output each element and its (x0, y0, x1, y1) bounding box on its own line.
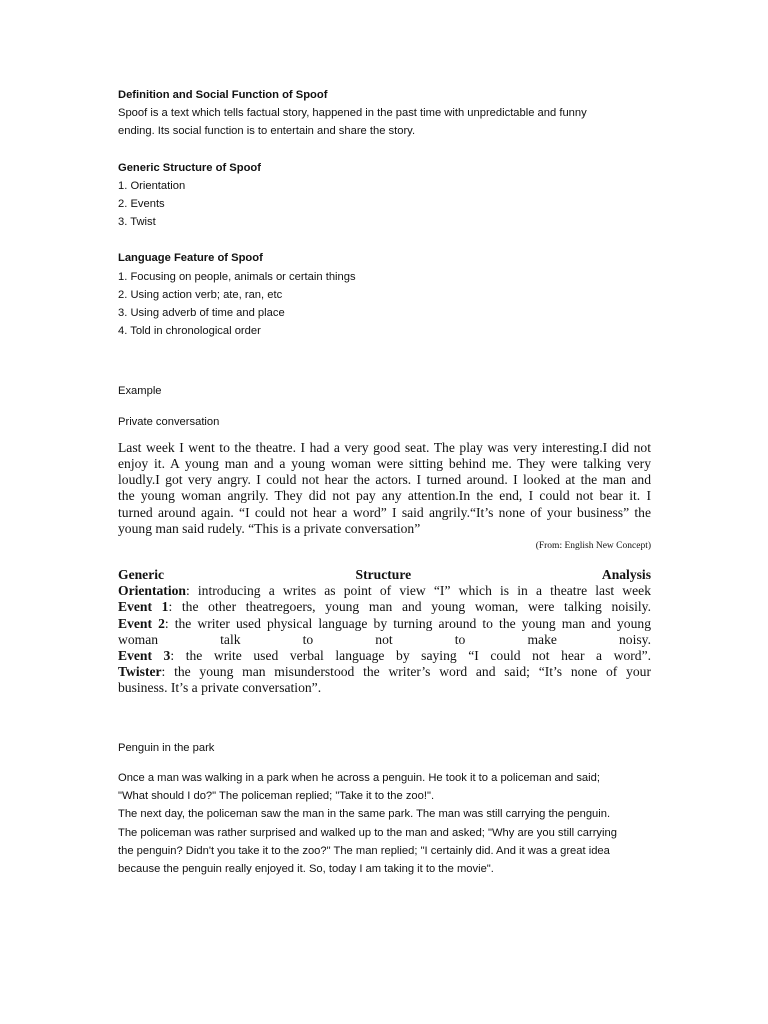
story-line: "What should I do?" The policeman replied; "Take it to the zoo!". (118, 790, 435, 803)
language-feature-heading: Language Feature of Spoof (118, 252, 263, 265)
story-source: (From: English New Concept) (535, 541, 651, 552)
analysis-orientation (118, 583, 651, 599)
story-line: because the penguin really enjoyed it. So, today I am taking it to the movie". (118, 862, 494, 875)
analysis-twister (118, 664, 651, 680)
list-item: 1. Focusing on people, animals or certain things (118, 270, 356, 283)
generic-structure-heading: Generic Structure of Spoof (118, 161, 261, 174)
story-line: Last week I went to the theatre. I had a very good seat. The play was very interesting.I did not (118, 439, 651, 455)
story-line: turned around again. “I could not hear a word” I said angrily.“It’s none of your business” the (118, 504, 651, 520)
penguin-story (118, 769, 651, 878)
example-label: Example (118, 385, 162, 398)
definition-line-1: Spoof is a text which tells factual story, happened in the past time with unpredictable and funny (118, 107, 587, 120)
language-feature-section (118, 249, 651, 340)
analysis-event-1 (118, 599, 651, 615)
list-item: 3. Twist (118, 216, 156, 229)
analysis-event-2 (118, 616, 651, 632)
story-line: the penguin? Didn't you take it to the zoo?" The man replied; "I certainly did. And it was a great idea (118, 844, 610, 857)
definition-heading: Definition and Social Function of Spoof (118, 89, 328, 101)
story-line: loudly.I got very angry. I could not hear the actors. I turned around. I looked at the man and (118, 472, 651, 488)
definition-section (118, 86, 651, 141)
example-title: Private conversation (118, 415, 220, 428)
story-line: The policeman was rather surprised and walked up to the man and asked; "Why are you still carrying (118, 826, 617, 839)
event-1-label: Event 1 (118, 599, 169, 615)
twister-text: : the young man misunderstood the writer’s word and said; “It’s none of your (161, 664, 651, 680)
event-2-text: : the writer used physical language by turning around to the young man and young (164, 615, 651, 631)
analysis-event-2-cont: woman talk to not to make noisy. (118, 631, 651, 647)
example-story (118, 440, 651, 537)
analysis-section (118, 567, 651, 697)
list-item: 1. Orientation (118, 179, 186, 192)
list-item: 3. Using adverb of time and place (118, 307, 285, 320)
definition-line-2: ending. Its social function is to entertain and share the story. (118, 125, 416, 138)
story-line: The next day, the policeman saw the man in the same park. The man was still carrying the penguin. (118, 808, 611, 821)
list-item: 2. Using action verb; ate, ran, etc (118, 288, 283, 301)
document-page (118, 86, 651, 878)
list-item: 4. Told in chronological order (118, 325, 261, 338)
analysis-twister-cont: business. It’s a private conversation”. (118, 680, 322, 696)
story-line: Once a man was walking in a park when he across a penguin. He took it to a policeman and said; (118, 771, 600, 784)
event-1-text: : the other theatregoers, young man and young woman, were talking noisily. (168, 599, 651, 615)
generic-structure-section (118, 159, 651, 232)
analysis-event-3 (118, 648, 651, 664)
twister-label: Twister (118, 664, 162, 680)
story-line: young man said rudely. “This is a private conversation” (118, 520, 421, 536)
event-3-text: : the write used verbal language by saying “I could not hear a word”. (170, 648, 652, 664)
orientation-text: : introducing a writes as point of view “I” which is in a theatre last week (185, 583, 651, 599)
story-line: enjoy it. A young man and a young woman were sitting behind me. They were talking very (118, 456, 651, 472)
analysis-heading: Generic Structure Analysis (118, 567, 651, 583)
penguin-title: Penguin in the park (118, 741, 215, 754)
story-line: the young woman angrily. They did not pay any attention.In the end, I could not bear it. I (118, 488, 651, 504)
orientation-label: Orientation (118, 583, 186, 599)
list-item: 2. Events (118, 198, 165, 211)
event-3-label: Event 3 (118, 648, 171, 664)
event-2-label: Event 2 (118, 615, 165, 631)
